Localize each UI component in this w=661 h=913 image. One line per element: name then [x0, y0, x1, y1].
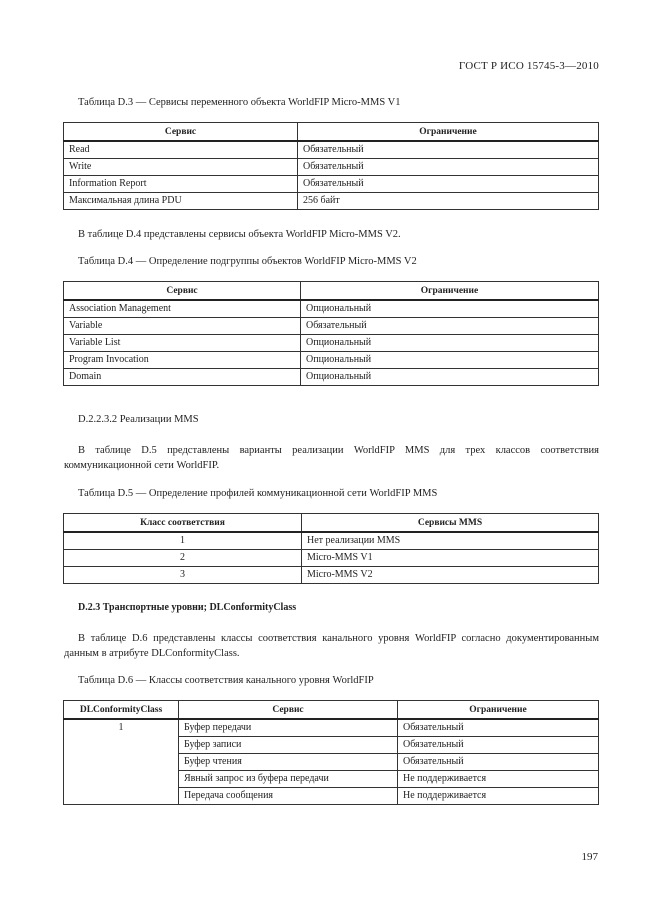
table-cell: Опциональный	[301, 369, 599, 386]
table-header: Ограничение	[298, 123, 599, 142]
table-cell: 3	[64, 567, 302, 584]
section-heading: D.2.3 Транспортные уровни; DLConformityClass	[78, 602, 297, 613]
table-header: Класс соответствия	[64, 514, 302, 533]
table-cell: Micro-MMS V1	[302, 550, 599, 567]
table-header: Сервис	[64, 282, 301, 301]
table-row	[64, 369, 599, 386]
table-cell: 1	[64, 719, 179, 805]
table-cell: Micro-MMS V2	[302, 567, 599, 584]
table-cell: Обязательный	[298, 159, 599, 176]
table-cell: Variable	[64, 318, 301, 335]
table-cell: 1	[64, 532, 302, 550]
table-cell: Domain	[64, 369, 301, 386]
page-header: ГОСТ Р ИСО 15745-3—2010	[458, 60, 599, 72]
table-header: Сервис	[64, 123, 298, 142]
table-row	[64, 352, 599, 369]
section-heading: D.2.2.3.2 Реализации MMS	[78, 414, 199, 425]
table-cell: Обязательный	[398, 719, 599, 737]
table-row	[64, 318, 599, 335]
paragraph: В таблице D.4 представлены сервисы объекта WorldFIP Micro-MMS V2.	[78, 229, 401, 240]
table-cell: Опциональный	[301, 352, 599, 369]
table-row	[64, 532, 599, 550]
table-header: Ограничение	[301, 282, 599, 301]
table-cell: Опциональный	[301, 300, 599, 318]
table-cell: Program Invocation	[64, 352, 301, 369]
table-row	[64, 335, 599, 352]
table-cell: Опциональный	[301, 335, 599, 352]
table-d6-caption: Таблица D.6 — Классы соответствия канального уровня WorldFIP	[78, 675, 374, 686]
table-cell: Нет реализации MMS	[302, 532, 599, 550]
table-cell: 256 байт	[298, 193, 599, 210]
table-row	[64, 176, 599, 193]
table-cell: Буфер записи	[179, 737, 398, 754]
table-cell: Не поддерживается	[398, 788, 599, 805]
table-row	[64, 300, 599, 318]
table-d5-caption: Таблица D.5 — Определение профилей коммуникационной сети WorldFIP MMS	[78, 488, 438, 499]
table-cell: Read	[64, 141, 298, 159]
table-cell: Обязательный	[398, 754, 599, 771]
table-cell: Information Report	[64, 176, 298, 193]
page-number: 197	[581, 851, 598, 863]
table-cell: Буфер передачи	[179, 719, 398, 737]
table-d6	[63, 700, 599, 805]
table-cell: Явный запрос из буфера передачи	[179, 771, 398, 788]
table-cell: Обязательный	[298, 176, 599, 193]
table-cell: Максимальная длина PDU	[64, 193, 298, 210]
table-row	[64, 159, 599, 176]
paragraph: В таблице D.5 представлены варианты реализации WorldFIP MMS для трех классов соответствия коммуникационной сети WorldFIP.	[64, 445, 599, 471]
table-header: DLConformityClass	[64, 701, 179, 720]
table-cell: Обязательный	[398, 737, 599, 754]
table-cell: Передача сообщения	[179, 788, 398, 805]
table-cell: Variable List	[64, 335, 301, 352]
table-row	[64, 567, 599, 584]
table-cell: Write	[64, 159, 298, 176]
table-row	[64, 719, 599, 737]
table-d3-caption: Таблица D.3 — Сервисы переменного объекта WorldFIP Micro-MMS V1	[78, 97, 401, 108]
table-header: Ограничение	[398, 701, 599, 720]
table-cell: Буфер чтения	[179, 754, 398, 771]
table-cell: Обязательный	[301, 318, 599, 335]
table-row	[64, 193, 599, 210]
table-d5	[63, 513, 599, 584]
table-cell: 2	[64, 550, 302, 567]
table-row	[64, 550, 599, 567]
table-d4-caption: Таблица D.4 — Определение подгруппы объектов WorldFIP Micro-MMS V2	[78, 256, 417, 267]
table-row	[64, 141, 599, 159]
table-header: Сервисы MMS	[302, 514, 599, 533]
table-cell: Association Management	[64, 300, 301, 318]
table-d3	[63, 122, 599, 210]
table-cell: Не поддерживается	[398, 771, 599, 788]
table-d4	[63, 281, 599, 386]
paragraph: В таблице D.6 представлены классы соответствия канального уровня WorldFIP согласно документированным данным в атрибуте DLConformityClass.	[64, 633, 599, 659]
table-cell: Обязательный	[298, 141, 599, 159]
table-header: Сервис	[179, 701, 398, 720]
